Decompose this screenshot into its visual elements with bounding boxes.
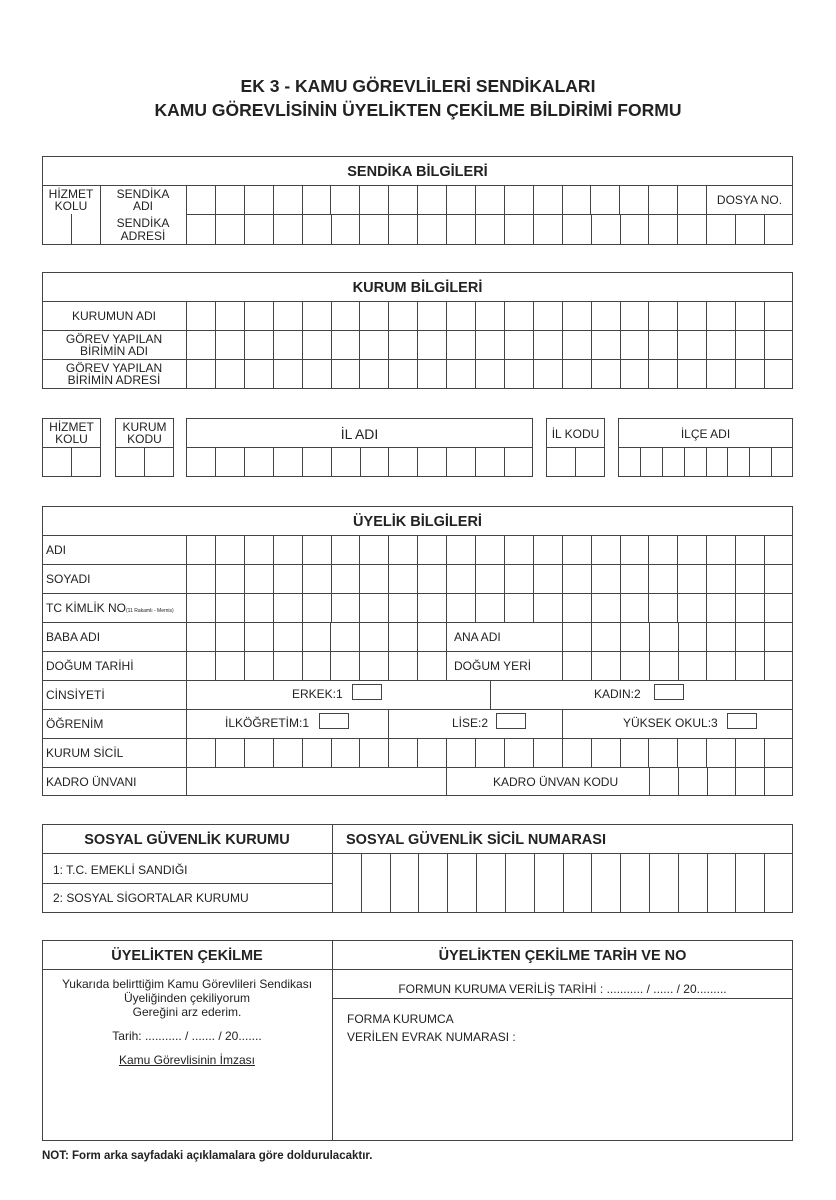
cell-divider	[562, 535, 563, 622]
cell-divider	[360, 447, 361, 477]
cell-divider	[359, 535, 360, 622]
sendika-adresi-line2: ADRESİ	[120, 229, 166, 243]
cell-divider	[273, 535, 274, 622]
kurum-header: KURUM BİLGİLERİ	[352, 280, 483, 296]
cell-divider	[417, 301, 418, 389]
cell-divider	[735, 535, 736, 622]
cell-divider	[619, 185, 620, 215]
kurum-sicil-label: KURUM SİCİL	[46, 746, 124, 760]
cell-divider	[446, 214, 447, 245]
erkek-checkbox[interactable]	[352, 684, 382, 700]
cell-divider	[446, 301, 447, 389]
kurum-kodu-line2: KODU	[127, 432, 162, 446]
tc-kimlik-label: TC KİMLİK NO(11 Rakamlı - Mernis)	[46, 601, 174, 615]
cell-divider	[388, 738, 389, 767]
cell-divider	[273, 214, 274, 245]
cell-divider	[446, 738, 447, 767]
cell-divider	[534, 853, 535, 913]
cell-divider	[476, 853, 477, 913]
cell-divider	[764, 767, 765, 796]
cell-divider	[330, 185, 331, 215]
gorev-birim-adresi-line1: GÖREV YAPILAN	[65, 361, 163, 375]
cell-divider	[475, 301, 476, 389]
cell-divider	[677, 214, 678, 245]
cell-divider	[504, 738, 505, 767]
cell-divider	[620, 214, 621, 245]
cell-divider	[388, 447, 389, 477]
cell-divider	[504, 214, 505, 245]
cell-divider	[735, 767, 736, 796]
cell-divider	[244, 622, 245, 680]
gorev-birim-adi-line1: GÖREV YAPILAN	[65, 332, 163, 346]
cell-divider	[727, 447, 728, 477]
evrak-no-label: VERİLEN EVRAK NUMARASI :	[347, 1030, 516, 1044]
cell-divider	[244, 214, 245, 245]
cell-divider	[562, 738, 563, 767]
cell-divider	[302, 535, 303, 622]
cell-divider	[678, 622, 679, 680]
cell-divider	[764, 535, 765, 622]
sendika-adi-line2: ADI	[132, 199, 153, 213]
cell-divider	[563, 853, 564, 913]
cell-divider	[359, 185, 360, 215]
baba-adi-label: BABA ADI	[46, 630, 101, 644]
cell-divider	[706, 738, 707, 767]
cell-divider	[273, 447, 274, 477]
cell-divider	[244, 301, 245, 389]
cell-divider	[620, 535, 621, 622]
cell-divider	[662, 447, 663, 477]
cell-divider	[735, 738, 736, 767]
cell-divider	[302, 301, 303, 389]
cell-divider	[390, 853, 391, 913]
il-adi-label: İL ADI	[340, 426, 379, 442]
cell-divider	[331, 535, 332, 622]
erkek-label: ERKEK:1	[292, 687, 343, 701]
soyadi-label: SOYADI	[46, 572, 91, 586]
cell-divider	[388, 622, 389, 680]
cell-divider	[620, 738, 621, 767]
cell-divider	[446, 535, 447, 622]
cell-divider	[417, 622, 418, 680]
cell-divider	[764, 738, 765, 767]
cell-divider	[677, 185, 678, 215]
cell-divider	[735, 214, 736, 245]
lise-label: LİSE:2	[452, 716, 489, 730]
cell-divider	[215, 738, 216, 767]
sgk-header-right: SOSYAL GÜVENLİK SİCİL NUMARASI	[346, 832, 606, 848]
cell-divider	[215, 185, 216, 215]
ilkogretim-checkbox[interactable]	[319, 713, 349, 729]
cell-divider	[359, 622, 360, 680]
cell-divider	[562, 214, 563, 245]
cell-divider	[388, 301, 389, 389]
cell-divider	[707, 853, 708, 913]
formun-verilis-tarihi: FORMUN KURUMA VERİLİŞ TARİHİ : ........... / ...... / 20.........	[398, 982, 727, 996]
cell-divider	[533, 535, 534, 622]
cell-divider	[533, 738, 534, 767]
cell-divider	[591, 853, 592, 913]
hizmet-kolu-code-line2: KOLU	[55, 432, 88, 446]
cekilme-body-line2: Üyeliğinden çekiliyorum	[123, 991, 251, 1005]
cell-divider	[359, 214, 360, 245]
cekilme-header-right: ÜYELİKTEN ÇEKİLME TARİH VE NO	[438, 948, 687, 964]
cell-divider	[475, 738, 476, 767]
gorev-birim-adi-line2: BİRİMİN ADI	[79, 344, 148, 358]
cell-divider	[764, 214, 765, 245]
cell-divider	[388, 214, 389, 245]
cell-divider	[215, 535, 216, 622]
cell-divider	[273, 738, 274, 767]
cell-divider	[706, 447, 707, 477]
kadro-unvani-label: KADRO ÜNVANI	[46, 775, 137, 789]
gorev-birim-adresi-line2: BİRİMİN ADRESİ	[67, 373, 161, 387]
cell-divider	[677, 535, 678, 622]
cell-divider	[677, 738, 678, 767]
cell-divider	[215, 447, 216, 477]
cell-divider	[735, 622, 736, 680]
cell-divider	[244, 738, 245, 767]
hizmet-kolu-code-line1: HİZMET	[49, 420, 94, 434]
kadro-unvan-kodu-label: KADRO ÜNVAN KODU	[493, 775, 619, 789]
cell-divider	[640, 447, 641, 477]
cell-divider	[446, 185, 447, 215]
cell-divider	[215, 214, 216, 245]
cell-divider	[273, 185, 274, 215]
cell-divider	[417, 535, 418, 622]
cell-divider	[215, 622, 216, 680]
cell-divider	[591, 738, 592, 767]
cell-divider	[648, 185, 649, 215]
cell-divider	[417, 447, 418, 477]
imza-label: Kamu Görevlisinin İmzası	[118, 1053, 256, 1067]
dosya-no-label: DOSYA NO.	[716, 193, 783, 207]
forma-kurumca-label: FORMA KURUMCA	[347, 1012, 454, 1026]
sendika-hizmet-kolu-line2: KOLU	[54, 199, 88, 213]
cell-divider	[302, 185, 303, 215]
yuksek-okul-checkbox[interactable]	[727, 713, 757, 729]
kadin-checkbox[interactable]	[654, 684, 684, 700]
cell-divider	[504, 301, 505, 389]
cell-divider	[533, 301, 534, 389]
cell-divider	[504, 447, 505, 477]
sgk-header-left: SOSYAL GÜVENLİK KURUMU	[84, 832, 290, 848]
cell-divider	[418, 853, 419, 913]
cell-divider	[590, 185, 591, 215]
cell-divider	[359, 301, 360, 389]
ilce-adi-label: İLÇE ADI	[680, 427, 731, 441]
cell-divider	[475, 185, 476, 215]
cell-divider	[684, 447, 685, 477]
cell-divider	[706, 535, 707, 622]
cell-divider	[417, 738, 418, 767]
cell-divider	[331, 301, 332, 389]
ana-adi-label: ANA ADI	[454, 630, 501, 644]
cell-divider	[562, 185, 563, 215]
cell-divider	[331, 738, 332, 767]
cell-divider	[649, 622, 650, 680]
cell-divider	[475, 447, 476, 477]
cell-divider	[388, 185, 389, 215]
cell-divider	[749, 447, 750, 477]
tarih-line: Tarih: ........... / ....... / 20.......	[112, 1029, 262, 1043]
sendika-hizmet-kolu-line1: HİZMET	[48, 187, 94, 201]
sgk-option-1: 1: T.C. EMEKLİ SANDIĞI	[53, 863, 188, 877]
cell-divider	[706, 301, 707, 389]
cell-divider	[707, 767, 708, 796]
cell-divider	[273, 301, 274, 389]
cell-divider	[648, 214, 649, 245]
cell-divider	[620, 853, 621, 913]
footer-note: NOT: Form arka sayfadaki açıklamalara göre doldurulacaktır.	[42, 1150, 373, 1162]
cell-divider	[678, 767, 679, 796]
cell-divider	[648, 301, 649, 389]
cell-divider	[706, 622, 707, 680]
cell-divider	[273, 622, 274, 680]
cell-divider	[620, 301, 621, 389]
cell-divider	[764, 301, 765, 389]
cell-divider	[591, 214, 592, 245]
dogum-yeri-label: DOĞUM YERİ	[454, 659, 532, 673]
cell-divider	[771, 447, 772, 477]
cinsiyeti-label: CİNSİYETİ	[46, 688, 105, 702]
kurumun-adi-label: KURUMUN ADI	[71, 309, 156, 323]
cell-divider	[620, 622, 621, 680]
cell-divider	[591, 622, 592, 680]
uyelik-header: ÜYELİK BİLGİLERİ	[353, 514, 482, 530]
cekilme-body-line3: Gereğini arz ederim.	[132, 1005, 242, 1019]
cell-divider	[533, 185, 534, 215]
cell-divider	[244, 535, 245, 622]
cell-divider	[302, 738, 303, 767]
cell-divider	[648, 535, 649, 622]
sendika-adi-line1: SENDİKA	[116, 187, 170, 201]
cell-divider	[447, 853, 448, 913]
cell-divider	[504, 185, 505, 215]
form-title-line1: EK 3 - KAMU GÖREVLİLERİ SENDİKALARI	[240, 76, 596, 96]
cell-divider	[244, 447, 245, 477]
cekilme-body-line1: Yukarıda belirttiğim Kamu Görevlileri Sendikası	[61, 977, 313, 991]
sgk-option-2: 2: SOSYAL SİGORTALAR KURUMU	[53, 891, 249, 905]
cell-divider	[677, 301, 678, 389]
cell-divider	[302, 622, 303, 680]
cell-divider	[388, 535, 389, 622]
cell-divider	[359, 738, 360, 767]
sendika-adresi-line1: SENDİKA	[116, 216, 170, 230]
cell-divider	[764, 853, 765, 913]
cell-divider	[244, 185, 245, 215]
cell-divider	[331, 447, 332, 477]
cell-divider	[330, 622, 331, 680]
cell-divider	[648, 738, 649, 767]
kadin-label: KADIN:2	[594, 687, 641, 701]
cell-divider	[735, 301, 736, 389]
cell-divider	[678, 853, 679, 913]
il-kodu-label: İL KODU	[551, 427, 600, 441]
cell-divider	[505, 853, 506, 913]
cekilme-header-left: ÜYELİKTEN ÇEKİLME	[111, 948, 263, 964]
cell-divider	[302, 447, 303, 477]
cell-divider	[591, 535, 592, 622]
cell-divider	[215, 301, 216, 389]
cell-divider	[504, 535, 505, 622]
cell-divider	[302, 214, 303, 245]
cell-divider	[417, 214, 418, 245]
adi-label: ADI	[46, 543, 67, 557]
cell-divider	[475, 535, 476, 622]
sendika-header: SENDİKA BİLGİLERİ	[347, 164, 488, 180]
lise-checkbox[interactable]	[496, 713, 526, 729]
cell-divider	[562, 301, 563, 389]
ogrenim-label: ÖĞRENİM	[46, 717, 104, 731]
cell-divider	[649, 853, 650, 913]
cell-divider	[706, 214, 707, 245]
cell-divider	[331, 214, 332, 245]
yuksek-okul-label: YÜKSEK OKUL:3	[623, 716, 718, 730]
kurum-kodu-line1: KURUM	[122, 420, 167, 434]
cell-divider	[735, 853, 736, 913]
cell-divider	[446, 447, 447, 477]
dogum-tarihi-label: DOĞUM TARİHİ	[46, 659, 134, 673]
ilkogretim-label: İLKÖĞRETİM:1	[225, 716, 310, 730]
cell-divider	[475, 214, 476, 245]
cell-divider	[417, 185, 418, 215]
cell-divider	[591, 301, 592, 389]
cell-divider	[533, 214, 534, 245]
cell-divider	[764, 622, 765, 680]
form-title-line2: KAMU GÖREVLİSİNİN ÜYELİKTEN ÇEKİLME BİLDİRİMİ FORMU	[154, 100, 682, 120]
cell-divider	[361, 853, 362, 913]
